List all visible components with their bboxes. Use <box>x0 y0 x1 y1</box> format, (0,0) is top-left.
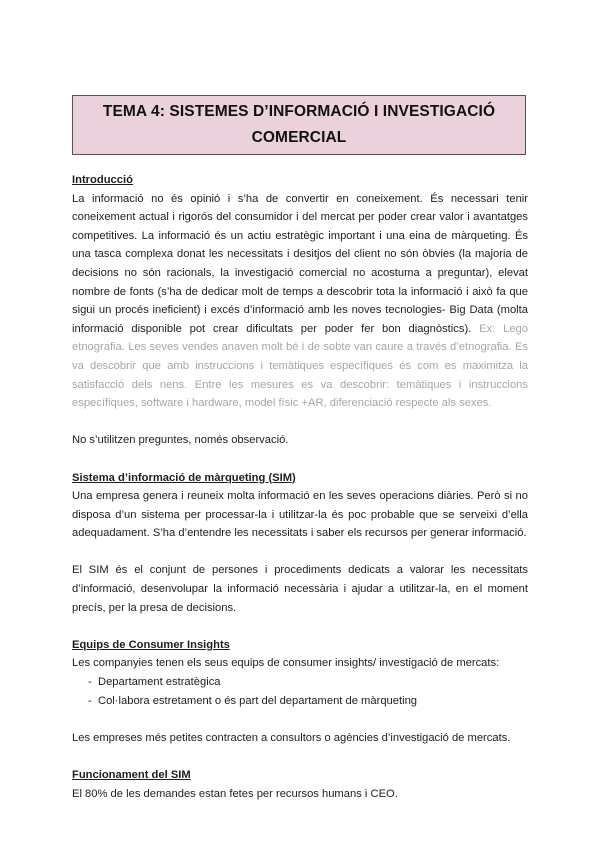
list-item <box>72 692 528 711</box>
spacer <box>72 710 528 729</box>
page-title-line-1: TEMA 4: SISTEMES D’INFORMACIÓ I INVESTIGACIÓ <box>102 103 496 120</box>
section-heading-consumer-insights: Equips de Consumer Insights <box>72 638 230 651</box>
bullet-marker: - <box>88 694 92 707</box>
list-item-text: Col·labora estretament o és part del departament de màrqueting <box>98 694 418 707</box>
spacer <box>72 413 528 432</box>
spacer <box>72 747 528 766</box>
page-title-line-2: COMERCIAL <box>251 129 347 146</box>
title-box <box>72 95 526 155</box>
insights-bullet-list <box>72 673 528 710</box>
spacer <box>72 543 528 562</box>
insights-intro: Les companyies tenen els seus equips de consumer insights/ investigació de mercats: <box>72 657 500 670</box>
intro-note: No s’utilitzen preguntes, només observació. <box>72 434 289 447</box>
spacer <box>72 450 528 469</box>
sim-paragraph-1: Una empresa genera i reuneix molta informació en les seves operacions diàries. Però si no disposa d’un sistema per processar-la i utilitzar-la és poc probable que se serveixi d’ella adequadament. S’ha d’entendre les necessitats i saber els recursos per generar informació. <box>72 490 528 540</box>
list-item-text: Departament estratègica <box>98 676 221 689</box>
section-heading-sim: Sistema d’informació de màrqueting (SIM) <box>72 471 296 484</box>
sim-paragraph-2: El SIM és el conjunt de persones i procediments dedicats a valorar les necessitats d’informació, desenvolupar la informació necessària i ajudar a utilitzar-la, en el moment precís, per la presa de decisions. <box>72 564 528 614</box>
document-body <box>72 171 528 803</box>
spacer <box>72 617 528 636</box>
section-heading-introduccio: Introducció <box>72 174 133 186</box>
intro-example-text: Ex: Lego etnografia. Les seves vendes anaven molt bé i de sobte van caure a través d’etnografia. Es va descobrir que amb instruccions i temàtiques específiques és com es maximitza la satisfacció dels nens. Entre les mesures es va descobrir: temàtiques i instruccions específiques, software i hardware, model físic +AR, diferenciació respecte als sexes. <box>72 322 528 410</box>
list-item <box>72 673 528 692</box>
intro-text: La informació no és opinió i s’ha de convertir en coneixement. És necessari tenir coneixement actual i rigorós del consumidor i del mercat per poder crear valor i avantatges competitives. La informació és un actiu estratègic important i una eina de màrqueting. És una tasca complexa donat les necessitats i desitjos del client no són òbvies (la majoria de decisions no són racionals, la investigació comercial no acostuma a preguntar), elevat nombre de fonts (s’ha de dedicar molt de temps a descobrir tota la informació i això fa que sigui un procés ineficient) i excés d’informació amb les noves tecnologies- Big Data (molta informació disponible pot crear dificultats per poder fer bon diagnòstics). <box>72 192 528 335</box>
funcionament-text: El 80% de les demandes estan fetes per recursos humans i CEO. <box>72 787 398 800</box>
intro-paragraph <box>72 190 528 413</box>
section-heading-funcionament: Funcionament del SIM <box>72 769 191 781</box>
insights-note: Les empreses més petites contracten a consultors o agències d’investigació de mercats. <box>72 731 511 744</box>
bullet-marker: - <box>88 676 92 689</box>
